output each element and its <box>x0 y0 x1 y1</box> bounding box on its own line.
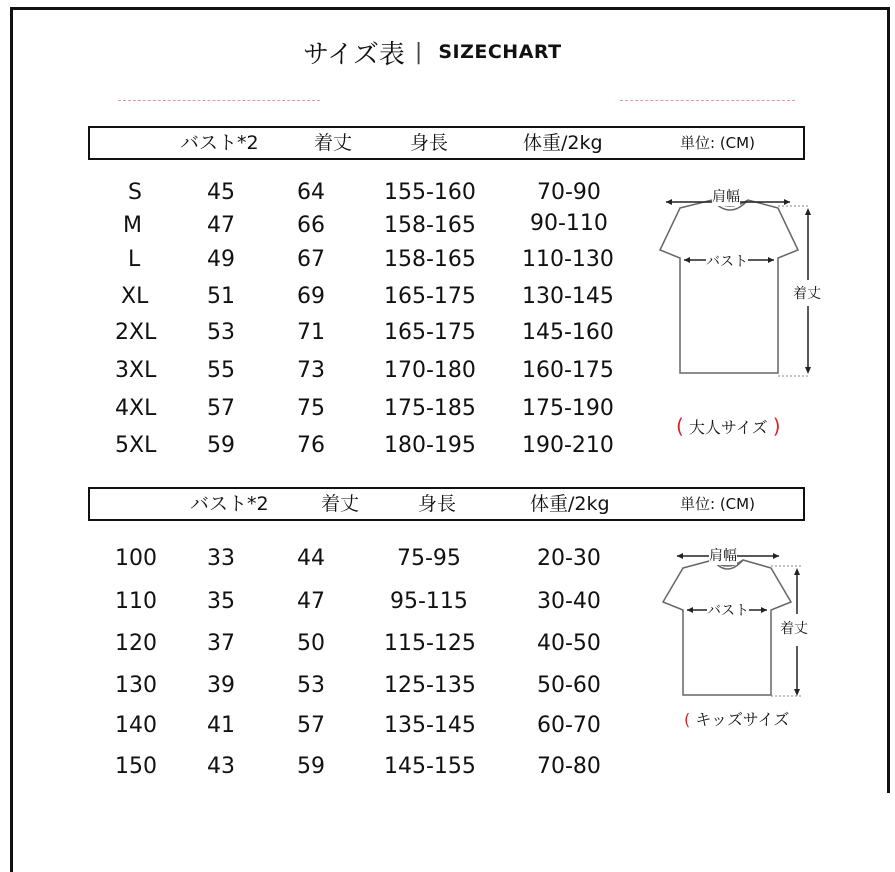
diagram-label-bust: バスト <box>706 251 748 271</box>
decorative-dots-right <box>620 100 795 101</box>
cell-size: M <box>123 213 142 238</box>
diagram-label-shoulder: 肩幅 <box>709 545 737 565</box>
header-unit: 単位: (CM) <box>680 495 755 513</box>
cell-height: 95-115 <box>390 589 468 614</box>
diagram-label-length: 着丈 <box>780 618 808 638</box>
decorative-dots-left <box>118 100 320 101</box>
cell-weight: 190-210 <box>522 433 614 458</box>
cell-height: 180-195 <box>384 433 476 458</box>
cell-bust: 35 <box>207 589 235 614</box>
cell-weight: 110-130 <box>522 247 614 272</box>
caption-text: 大人サイズ <box>688 418 768 437</box>
title-en: SIZECHART <box>438 41 562 63</box>
cell-bust: 49 <box>207 247 235 272</box>
cell-size: 2XL <box>115 320 157 345</box>
cell-size: 110 <box>115 589 157 614</box>
adult-header-bar <box>88 126 805 160</box>
frame-left-border <box>10 7 13 872</box>
cell-length: 66 <box>297 213 325 238</box>
cell-length: 69 <box>297 284 325 309</box>
cell-weight: 70-80 <box>537 754 601 779</box>
cell-weight: 90-110 <box>530 211 608 236</box>
caption-open-paren: ( <box>684 710 691 729</box>
cell-size: 4XL <box>115 396 157 421</box>
title-separator: | <box>414 39 423 65</box>
cell-size: S <box>128 180 142 205</box>
cell-size: XL <box>121 284 149 309</box>
cell-length: 71 <box>297 320 325 345</box>
cell-weight: 175-190 <box>522 396 614 421</box>
page-title <box>303 32 562 72</box>
title-jp: サイズ表 <box>303 39 405 70</box>
cell-weight: 50-60 <box>537 673 601 698</box>
adult-caption <box>676 414 781 438</box>
header-weight: 体重/2kg <box>523 132 603 154</box>
cell-weight: 160-175 <box>522 358 614 383</box>
cell-length: 47 <box>297 589 325 614</box>
header-bust: バスト*2 <box>180 132 259 154</box>
cell-weight: 70-90 <box>537 180 601 205</box>
cell-size: 5XL <box>115 433 157 458</box>
adult-tshirt-diagram <box>650 188 830 388</box>
cell-height: 175-185 <box>384 396 476 421</box>
cell-bust: 39 <box>207 673 235 698</box>
cell-size: 120 <box>115 631 157 656</box>
kids-caption <box>684 707 789 730</box>
cell-size: 130 <box>115 673 157 698</box>
cell-weight: 20-30 <box>537 546 601 571</box>
cell-bust: 55 <box>207 358 235 383</box>
diagram-label-bust: バスト <box>707 600 749 620</box>
cell-weight: 30-40 <box>537 589 601 614</box>
cell-height: 158-165 <box>384 213 476 238</box>
cell-weight: 40-50 <box>537 631 601 656</box>
cell-length: 73 <box>297 358 325 383</box>
caption-text: キッズサイズ <box>695 710 790 729</box>
cell-length: 67 <box>297 247 325 272</box>
cell-height: 170-180 <box>384 358 476 383</box>
cell-height: 145-155 <box>384 754 476 779</box>
cell-length: 59 <box>297 754 325 779</box>
cell-bust: 41 <box>207 713 235 738</box>
cell-length: 50 <box>297 631 325 656</box>
cell-weight: 130-145 <box>522 284 614 309</box>
frame-top-border <box>10 7 890 10</box>
diagram-label-length: 着丈 <box>793 283 821 303</box>
cell-bust: 47 <box>207 213 235 238</box>
cell-length: 64 <box>297 180 325 205</box>
cell-height: 115-125 <box>384 631 476 656</box>
header-bust: バスト*2 <box>190 493 269 515</box>
caption-close-paren: ) <box>772 414 781 438</box>
frame-right-border <box>887 7 890 793</box>
cell-length: 76 <box>297 433 325 458</box>
header-height: 身長 <box>410 132 449 154</box>
cell-size: 150 <box>115 754 157 779</box>
cell-length: 57 <box>297 713 325 738</box>
cell-length: 53 <box>297 673 325 698</box>
cell-size: L <box>128 247 141 272</box>
cell-weight: 145-160 <box>522 320 614 345</box>
cell-size: 3XL <box>115 358 157 383</box>
header-unit: 単位: (CM) <box>680 134 755 152</box>
kids-tshirt-diagram <box>655 550 815 700</box>
cell-bust: 33 <box>207 546 235 571</box>
cell-bust: 59 <box>207 433 235 458</box>
cell-height: 165-175 <box>384 284 476 309</box>
cell-size: 140 <box>115 713 157 738</box>
kids-header-bar <box>88 487 805 521</box>
cell-height: 158-165 <box>384 247 476 272</box>
cell-height: 125-135 <box>384 673 476 698</box>
cell-length: 75 <box>297 396 325 421</box>
caption-open-paren: ( <box>676 414 684 438</box>
header-length: 着丈 <box>321 493 360 515</box>
cell-bust: 45 <box>207 180 235 205</box>
cell-height: 75-95 <box>397 546 461 571</box>
cell-bust: 51 <box>207 284 235 309</box>
cell-bust: 43 <box>207 754 235 779</box>
cell-height: 135-145 <box>384 713 476 738</box>
cell-weight: 60-70 <box>537 713 601 738</box>
cell-bust: 37 <box>207 631 235 656</box>
cell-bust: 57 <box>207 396 235 421</box>
cell-height: 155-160 <box>384 180 476 205</box>
header-length: 着丈 <box>314 132 353 154</box>
cell-height: 165-175 <box>384 320 476 345</box>
cell-length: 44 <box>297 546 325 571</box>
cell-size: 100 <box>115 546 157 571</box>
header-weight: 体重/2kg <box>530 493 610 515</box>
header-height: 身長 <box>418 493 457 515</box>
diagram-label-shoulder: 肩幅 <box>712 186 740 206</box>
cell-bust: 53 <box>207 320 235 345</box>
